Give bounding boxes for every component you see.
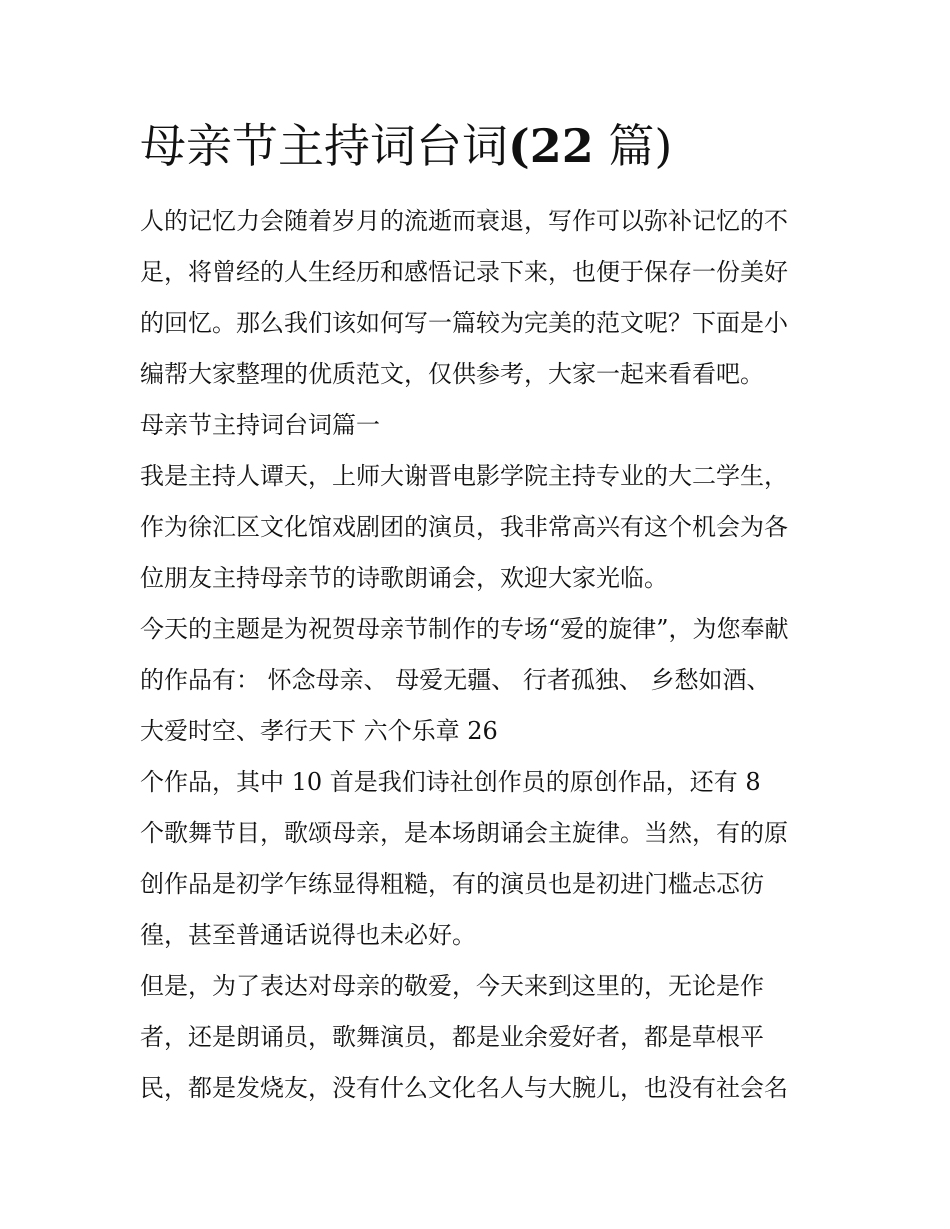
- text-line: 大爱时空、孝行天下 六个乐章 26: [140, 717, 498, 745]
- text-line: 个歌舞节目，歌颂母亲，是本场朗诵会主旋律。当然，有的原: [140, 819, 788, 847]
- text-line: 的回忆。那么我们该如何写一篇较为完美的范文呢？下面是小: [140, 309, 788, 337]
- text-line: 作为徐汇区文化馆戏剧团的演员，我非常高兴有这个机会为各: [140, 513, 788, 541]
- text-line: 我是主持人谭天，上师大谢晋电影学院主持专业的大二学生，: [140, 462, 788, 490]
- title-suffix: 篇): [593, 119, 673, 173]
- text-line: 编帮大家整理的优质范文，仅供参考，大家一起来看看吧。: [140, 360, 764, 388]
- text-line: 今天的主题是为祝贺母亲节制作的专场“爱的旋律”，为您奉献: [140, 615, 789, 643]
- title-text: 母亲节主持词台词: [140, 119, 508, 173]
- text-line: 徨，甚至普通话说得也未必好。: [140, 921, 476, 949]
- text-line: 位朋友主持母亲节的诗歌朗诵会，欢迎大家光临。: [140, 564, 668, 592]
- text-line: 但是，为了表达对母亲的敬爱，今天来到这里的，无论是作: [140, 972, 764, 1000]
- text-line: 个作品，其中 10 首是我们诗社创作员的原创作品，还有 8: [140, 768, 761, 796]
- text-line: 人的记忆力会随着岁月的流逝而衰退，写作可以弥补记忆的不: [140, 207, 788, 235]
- text-line: 创作品是初学乍练显得粗糙，有的演员也是初进门槛忐忑彷: [140, 870, 764, 898]
- text-line: 的作品有： 怀念母亲、 母爱无疆、 行者孤独、 乡愁如酒、: [140, 666, 771, 694]
- text-line: 者，还是朗诵员，歌舞演员，都是业余爱好者，都是草根平: [140, 1023, 764, 1051]
- document-title: [140, 116, 672, 176]
- section-heading: 母亲节主持词台词篇一: [140, 411, 380, 439]
- text-line: 民，都是发烧友，没有什么文化名人与大腕儿，也没有社会名: [140, 1074, 788, 1102]
- text-line: 足，将曾经的人生经历和感悟记录下来，也便于保存一份美好: [140, 258, 788, 286]
- title-count: (22: [508, 119, 594, 173]
